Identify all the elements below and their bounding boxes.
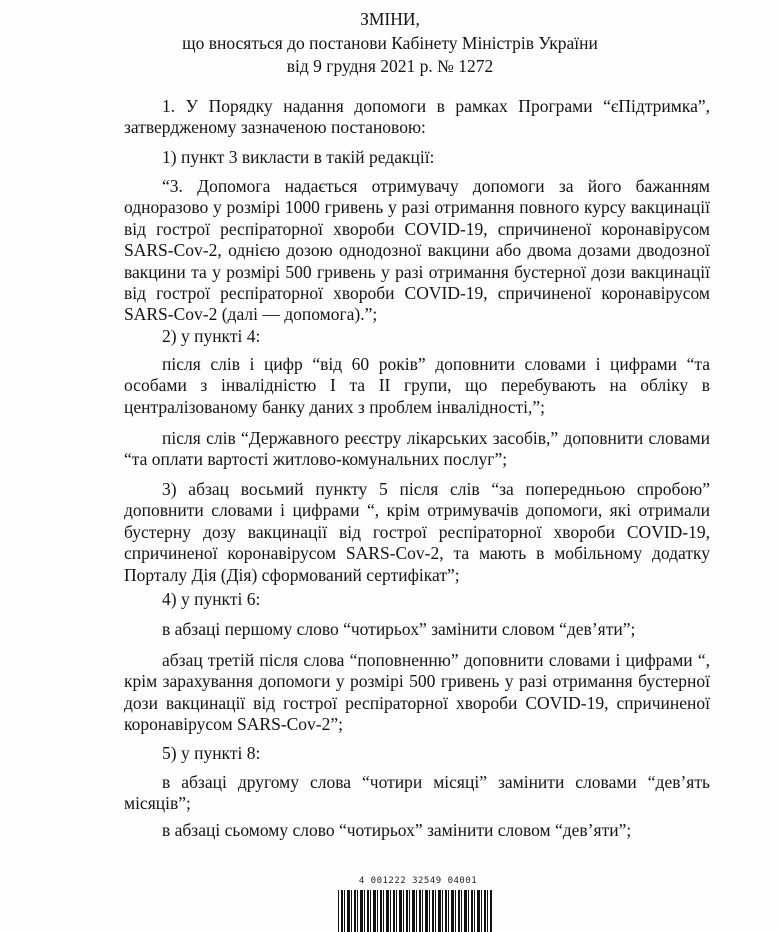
heading-title: ЗМІНИ, <box>360 9 420 29</box>
paragraph-11: 5) у пункті 8: <box>162 743 261 763</box>
paragraph-12: в абзаці другому слова “чотири місяці” замінити словами “дев’ять місяців”; <box>124 772 710 814</box>
paragraph-7: 3) абзац восьмий пункту 5 після слів “за попередньою спробою” доповнити словами і цифрами “, крім отримувачів допомоги, які отримали бустерну дозу вакцинації від гострої респіраторної хвороби COVID-19, спричиненої коронавірусом SARS-Cov-2, та мають в мобільному додатку Порталу Дія (Дія) сформований сертифікат”; <box>124 479 710 585</box>
paragraph-6: після слів “Державного реєстру лікарських засобів,” доповнити словами “та оплати вартості житлово-комунальних послуг”; <box>124 428 710 470</box>
paragraph-13: в абзаці сьомому слово “чотирьох” замінити словом “дев’яти”; <box>162 820 632 840</box>
paragraph-9: в абзаці першому слово “чотирьох” замінити словом “дев’яти”; <box>162 619 636 639</box>
paragraph-2: 1) пункт 3 викласти в такій редакції: <box>162 147 435 167</box>
paragraph-5: після слів і цифр “від 60 років” доповнити словами і цифрами “та особами з інвалідністю I та II групи, що перебувають на обліку в централізованому банку даних з проблем інвалідності,”; <box>124 354 710 417</box>
heading-date-number: від 9 грудня 2021 р. № 1272 <box>286 56 494 76</box>
barcode-icon <box>338 890 492 932</box>
paragraph-10: абзац третій після слова “поповненню” доповнити словами і цифрами “, крім зарахування допомоги у розмірі 500 гривень у разі отримання бустерної дози вакцинації від гострої респіраторної хвороби COVID-19, спричиненої коронавірусом SARS-Cov-2”; <box>124 650 710 735</box>
paragraph-8: 4) у пункті 6: <box>162 589 261 609</box>
heading-subtitle: що вносяться до постанови Кабінету Міністрів України <box>182 33 598 53</box>
paragraph-4: 2) у пункті 4: <box>162 326 261 346</box>
paragraph-3-quote: “3. Допомога надається отримувачу допомоги за його бажанням одноразово у розмірі 1000 гривень у разі отримання повного курсу вакцинації від гострої респіраторної хвороби COVID-19, спричиненої коронавірусом SARS-Cov-2, однією дозою однодозної вакцини або двома дозами дводозної вакцини та у розмірі 500 гривень у разі отримання бустерної дози вакцинації від гострої респіраторної хвороби COVID-19, спричиненої коронавірусом SARS-Cov-2 (далі — допомога).”; <box>124 176 710 325</box>
paragraph-1: 1. У Порядку надання допомоги в рамках Програми “єПідтримка”, затвердженому зазначеною постановою: <box>124 96 710 138</box>
barcode-block <box>338 876 498 932</box>
barcode-number: 4 001222 32549 04001 <box>358 876 478 886</box>
